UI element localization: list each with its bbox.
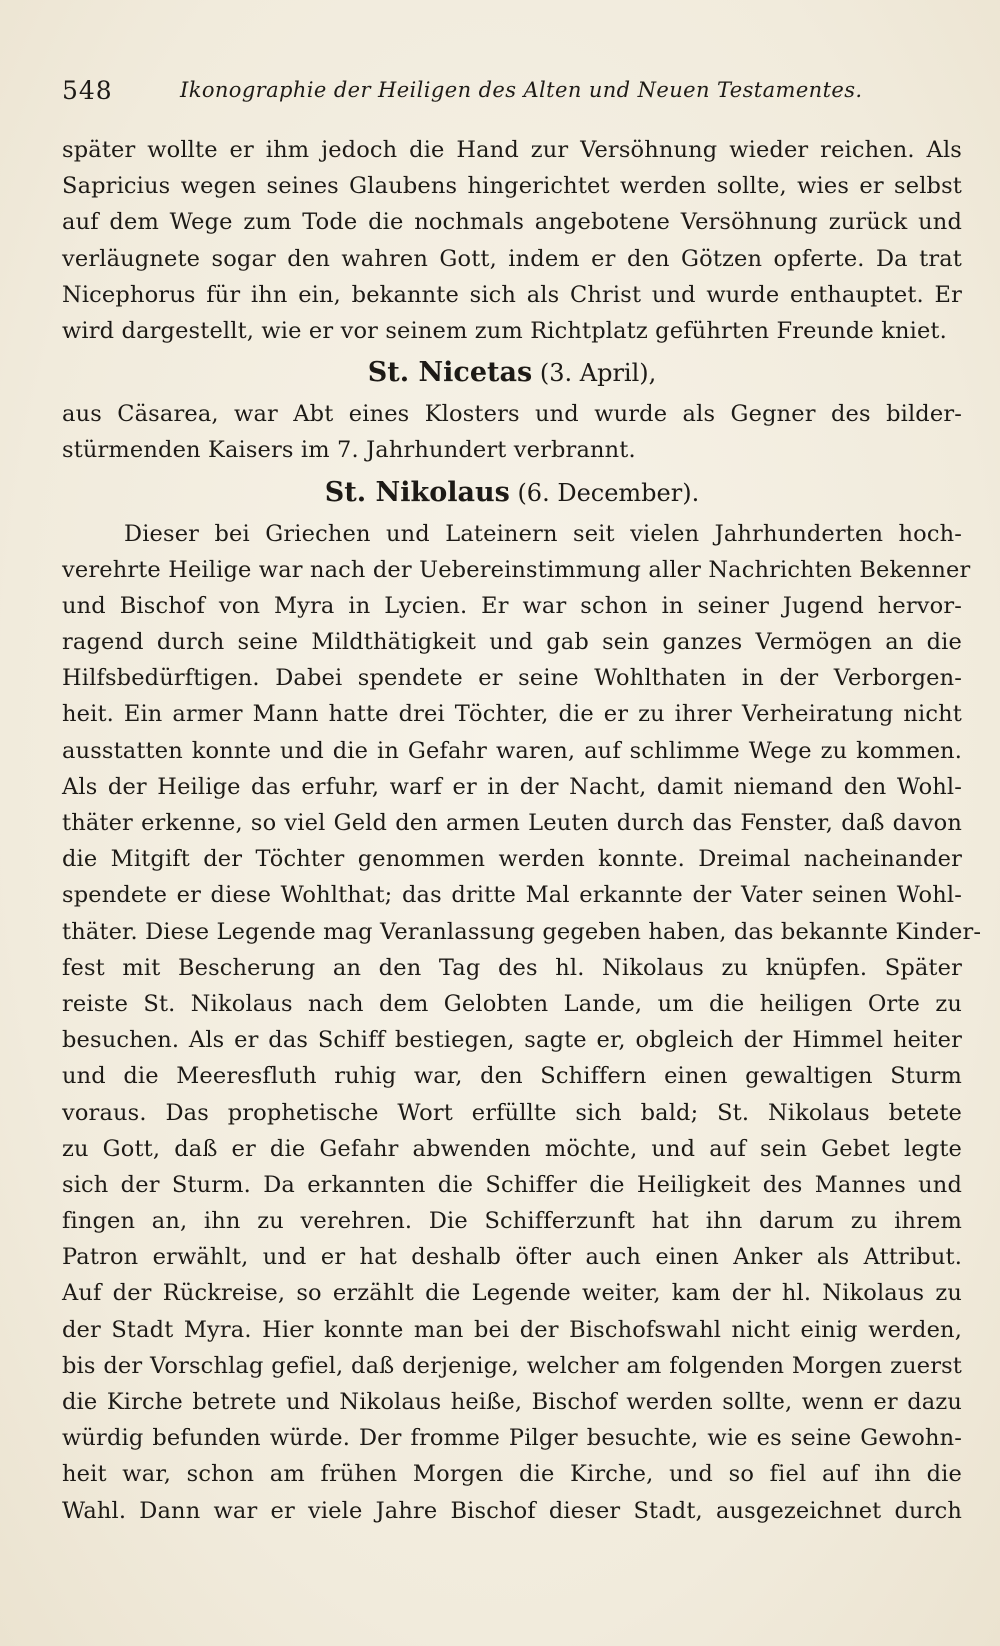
saint-name: St. Nikolaus — [324, 476, 510, 508]
text-line: bis der Vorschlag gefiel, daß derjenige, welcher am folgenden Morgen zuerst — [62, 1352, 962, 1379]
text-line: verehrte Heilige war nach der Uebereinstimmung aller Nachrichten Bekenner — [62, 556, 971, 583]
text-line: spendete er diese Wohlthat; das dritte Mal erkannte der Vater seinen Wohl- — [62, 882, 962, 909]
text-line: besuchen. Als er das Schiff bestiegen, sagte er, obgleich der Himmel heiter — [62, 1027, 962, 1054]
text-line: wird dargestellt, wie er vor seinem zum Richtplatz geführten Freunde kniet. — [62, 317, 947, 344]
text-line: die Mitgift der Töchter genommen werden konnte. Dreimal nacheinander — [62, 846, 962, 873]
text-line: thäter erkenne, so viel Geld den armen Leuten durch das Fenster, daß davon — [62, 810, 962, 836]
text-line: würdig befunden würde. Der fromme Pilger besuchte, wie es seine Gewohn- — [62, 1425, 962, 1452]
text-line: fingen an, ihn zu verehren. Die Schifferzunft hat ihn darum zu ihrem — [62, 1208, 962, 1235]
text-line: aus Cäsarea, war Abt eines Klosters und wurde als Gegner des bilder- — [62, 401, 962, 428]
page-header — [62, 76, 962, 116]
text-line: reiste St. Nikolaus nach dem Gelobten Lande, um die heiligen Orte zu — [62, 990, 962, 1017]
text-line: Dieser bei Griechen und Lateinern seit vielen Jahrhunderten hoch- — [124, 520, 962, 547]
heading-st-nikolaus — [62, 469, 962, 516]
text-line: voraus. Das prophetische Wort erfüllte sich bald; St. Nikolaus betete — [62, 1099, 962, 1126]
paragraph-nicetas — [62, 396, 962, 468]
text-line: und Bischof von Myra in Lycien. Er war schon in seiner Jugend hervor- — [62, 592, 962, 619]
text-line: später wollte er ihm jedoch die Hand zur Versöhnung wieder reichen. Als — [62, 137, 962, 163]
heading-st-nicetas — [62, 349, 962, 396]
text-line: thäter. Diese Legende mag Veranlassung gegeben haben, das bekannte Kinder- — [62, 918, 982, 945]
text-line: Sapricius wegen seines Glaubens hingerichtet werden sollte, wies er selbst — [62, 173, 962, 200]
text-line: fest mit Bescherung an den Tag des hl. Nikolaus zu knüpfen. Später — [62, 954, 962, 981]
text-line: und die Meeresfluth ruhig war, den Schiffern einen gewaltigen Sturm — [62, 1063, 962, 1090]
text-line: Hilfsbedürftigen. Dabei spendete er seine Wohlthaten in der Verborgen- — [62, 665, 962, 692]
text-line: verläugnete sogar den wahren Gott, indem er den Götzen opferte. Da trat — [62, 245, 962, 272]
paragraph-nicephorus — [62, 132, 962, 349]
text-line: Nicephorus für ihn ein, bekannte sich als Christ und wurde enthauptet. Er — [62, 281, 962, 308]
text-line: ragend durch seine Mildthätigkeit und gab sein ganzes Vermögen an die — [62, 629, 962, 656]
saint-name: St. Nicetas — [367, 357, 533, 389]
text-line: Auf der Rückreise, so erzählt die Legende weiter, kam der hl. Nikolaus zu — [62, 1280, 962, 1307]
feast-date: (6. December). — [517, 478, 700, 507]
paragraph-nikolaus — [62, 516, 982, 1529]
text-line: heit. Ein armer Mann hatte drei Töchter, die er zu ihrer Verheiratung nicht — [62, 701, 962, 728]
text-line: Patron erwählt, und er hat deshalb öfter auch einen Anker als Attribut. — [62, 1244, 962, 1271]
page-number: 548 — [62, 76, 113, 105]
text-line: heit war, schon am frühen Morgen die Kirche, und so fiel auf ihn die — [62, 1461, 962, 1488]
text-line: stürmenden Kaisers im 7. Jahrhundert verbrannt. — [62, 437, 636, 464]
text-line: ausstatten konnte und die in Gefahr waren, auf schlimme Wege zu kommen. — [62, 737, 962, 764]
text-line: auf dem Wege zum Tode die nochmals angebotene Versöhnung zurück und — [62, 209, 962, 236]
text-line: zu Gott, daß er die Gefahr abwenden möchte, und auf sein Gebet legte — [62, 1135, 962, 1162]
text-line: sich der Sturm. Da erkannten die Schiffer die Heiligkeit des Mannes und — [62, 1171, 962, 1198]
main-text — [62, 132, 982, 1529]
text-line: der Stadt Myra. Hier konnte man bei der Bischofswahl nicht einig werden, — [62, 1316, 962, 1343]
text-line: Als der Heilige das erfuhr, warf er in der Nacht, damit niemand den Wohl- — [62, 773, 962, 800]
feast-date: (3. April), — [539, 359, 657, 388]
text-line: Wahl. Dann war er viele Jahre Bischof dieser Stadt, ausgezeichnet durch — [62, 1497, 962, 1524]
running-title: Ikonographie der Heiligen des Alten und Neuen Testamentes. — [180, 78, 863, 102]
text-line: die Kirche betrete und Nikolaus heiße, Bischof werden sollte, wenn er dazu — [62, 1389, 962, 1415]
